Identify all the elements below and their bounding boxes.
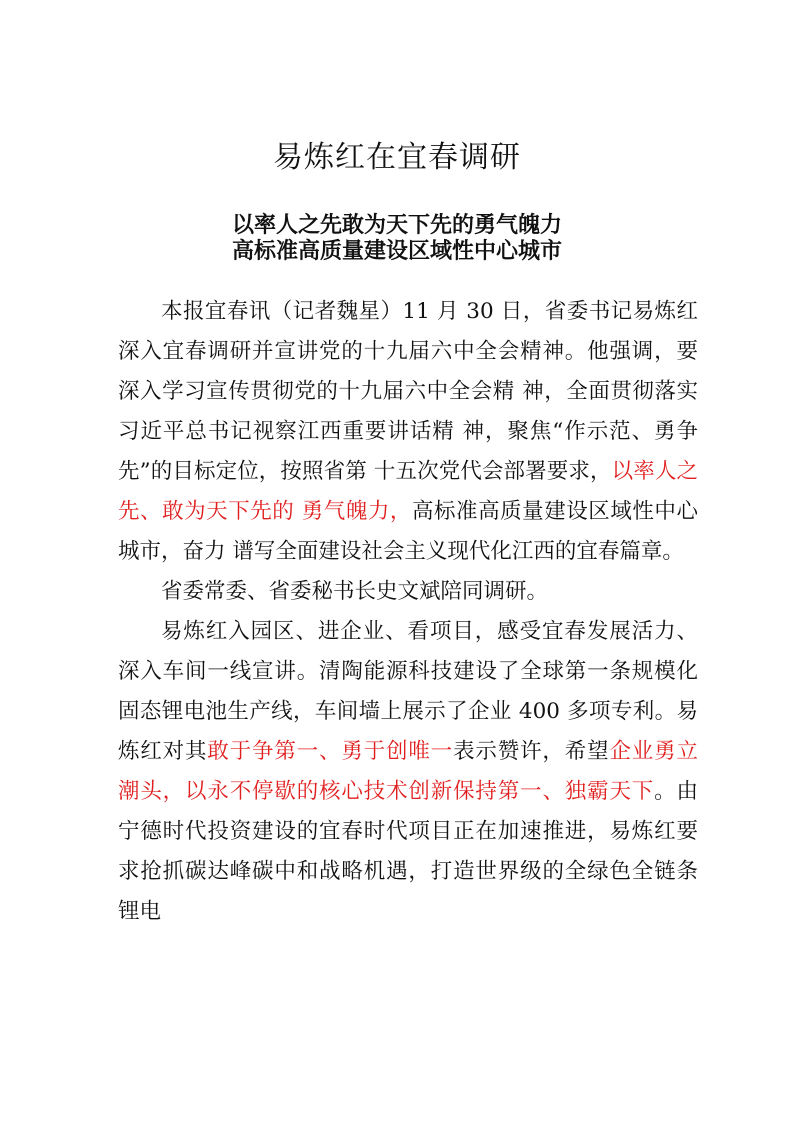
article-body xyxy=(118,292,698,932)
headline-line-2: 高标准高质量建设区域性中心城市 xyxy=(231,239,562,264)
paragraph-1-text-c: 高标准高质量建设区域性中心城市，奋力 谱写全面建设社会主义现代化江西的宜春篇章。 xyxy=(118,499,698,564)
paragraph-1 xyxy=(118,292,698,572)
paragraph-3-text-c: 表示赞许，希望 xyxy=(453,739,610,764)
paragraph-3-emphasis-1: 敢于争第一、勇于创唯一 xyxy=(207,739,454,764)
paragraph-3-emphasis-2: 企业勇立潮头，以永不停歇的核心技术创新保持第一、独霸天下 xyxy=(118,739,698,804)
paragraph-3-text-a: 易炼红入园区、进企业、看项目，感受宜春发展活力、深入车间一线宣讲。清陶能源科技建设了全球第一条规模化固态锂电池生产线，车间墙上展示了企业 400 多项专利。易炼红对其 xyxy=(118,619,698,764)
headline-line-1: 以率人之先敢为天下先的勇气魄力 xyxy=(231,213,562,238)
paragraph-3-text-e: 。由宁德时代投资建设的宜春时代项目正在加速推进，易炼红要求抢抓碳达峰碳中和战略机遇，打造世界级的全绿色全链条锂电 xyxy=(118,779,698,924)
document-title: 易炼红在宜春调研 xyxy=(273,140,521,175)
paragraph-1-emphasis: 以率人之先、敢为天下先的 勇气魄力， xyxy=(118,459,698,524)
paragraph-2: 省委常委、省委秘书长史文斌陪同调研。 xyxy=(161,579,549,604)
headline xyxy=(0,213,794,265)
paragraph-1-text-a: 本报宜春讯（记者魏星）11 月 30 日，省委书记易炼红深入宜春调研并宣讲党的十九届六中全会精神。他强调，要深入学习宣传贯彻党的十九届六中全会精 神，全面贯彻落实习近平总书记视察江西重要讲话精 神，聚焦“作示范、勇争先”的目标定位，按照省第 十五次党代会部署要求， xyxy=(118,299,698,484)
paragraph-3 xyxy=(118,612,698,932)
